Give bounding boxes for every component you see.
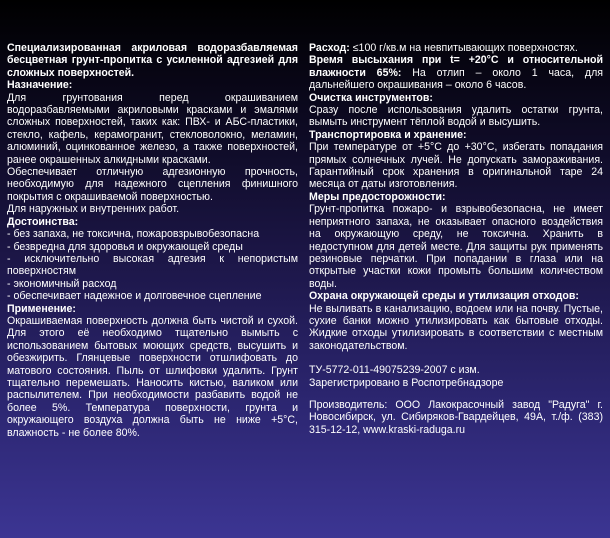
environment-heading: Охрана окружающей среды и утилизация отходов: [309, 290, 579, 303]
application-text: Окрашиваемая поверхность должна быть чистой и сухой. Для этого её необходимо тщательно вымыть с использованием бытовых моющих средств, высушить и обезжирить. Глянцевые поверхности отшлифовать до матового состояния. Пыль от шлифовки удалить. Грунт тщательно перемешать. Наносить кистью, валиком или распылителем. При необходимости разбавить водой не более 5%. Температура поверхности, грунта и окружающего воздуха должна быть не ниже +5°С, влажность - не более 80%. [7, 314, 298, 439]
spec-number: ТУ-5772-011-49075239-2007 с изм. [309, 364, 480, 377]
cleaning-heading: Очистка инструментов: [309, 91, 433, 104]
safety-text: Грунт-пропитка пожаро- и взрывобезопасна, не имеет неприятного запаха, не оказывает опасного воздействия на окружающую среду, не токсична. Хранить в недоступном для детей месте. Для защиты рук применять резиновые перчатки. При попадании в глаза или на открытые участки кожи промыть большим количеством воды. [309, 203, 603, 290]
purpose-adhesion-text: Обеспечивает отличную адгезионную прочность, необходимую для надежного сцепления финишного покрытия с окрашиваемой поверхностью. [7, 166, 298, 203]
product-description: Специализированная акриловая водоразбавляемая бесцветная грунт-пропитка с усиленной адгезией для сложных поверхностей. [7, 42, 298, 79]
drying-label: Время высыхания при t= +20°С и относительной влажности 65%: [309, 54, 603, 79]
right-column [309, 42, 603, 436]
advantage-item: - экономичный расход [7, 277, 117, 290]
application-heading: Применение: [7, 302, 76, 315]
drying-value: На отлип – около 1 часа, для дальнейшего окрашивания – около 6 часов. [309, 66, 603, 92]
advantages-heading: Достоинства: [7, 215, 79, 228]
purpose-heading: Назначение: [7, 79, 73, 92]
transport-text: При температуре от +5°С до +30°С, избегать попадания прямых солнечных лучей. Не допускать замораживания. Гарантийный срок хранения в оригинальной таре 24 месяца от даты изготовления. [309, 141, 603, 191]
advantage-item: - исключительно высокая адгезия к непористым поверхностям [7, 252, 298, 278]
drying-block [309, 54, 603, 91]
consumption-block [309, 42, 603, 54]
transport-heading: Транспортировка и хранение: [309, 128, 467, 141]
advantage-item: - без запаха, не токсична, пожаровзрывобезопасна [7, 228, 260, 241]
purpose-text: Для грунтования перед окрашиванием водоразбавляемыми акриловыми красками и эмалями сложных поверхностей, таких как: ПВХ- и АБС-пластики, стекло, кафель, керамогранит, стекловолокно, меламин, алюминий, оцинкованное железо, а также поверхностей, ранее окрашенных алкидными красками. [7, 91, 298, 166]
cleaning-text: Сразу после использования удалить остатки грунта, вымыть инструмент тёплой водой и высушить. [309, 104, 603, 129]
consumption-label: Расход: [309, 42, 350, 54]
left-column [7, 42, 298, 439]
purpose-scope-text: Для наружных и внутренних работ. [7, 203, 180, 216]
spacer [309, 389, 603, 399]
consumption-value: ≤100 г/кв.м на невпитывающих поверхностях. [349, 42, 578, 54]
manufacturer-info: Производитель: ООО Лакокрасочный завод "Радуга" г. Новосибирск, ул. Сибиряков-Гвардейцев, 49А, т./ф. (383) 315-12-12, www.kraski-raduga.ru [309, 398, 603, 436]
safety-heading: Меры предосторожности: [309, 190, 446, 203]
advantage-item: - обеспечивает надежное и долговечное сцепление [7, 290, 262, 303]
advantage-item: - безвредна для здоровья и окружающей среды [7, 240, 243, 253]
environment-text: Не выливать в канализацию, водоем или на почву. Пустые, сухие банки можно утилизировать как бытовые отходы. Жидкие отходы утилизировать в соответствии с местным законодательством. [309, 302, 603, 352]
registration-note: Зарегистрировано в Роспотребнадзоре [309, 376, 504, 389]
spacer [309, 352, 603, 364]
